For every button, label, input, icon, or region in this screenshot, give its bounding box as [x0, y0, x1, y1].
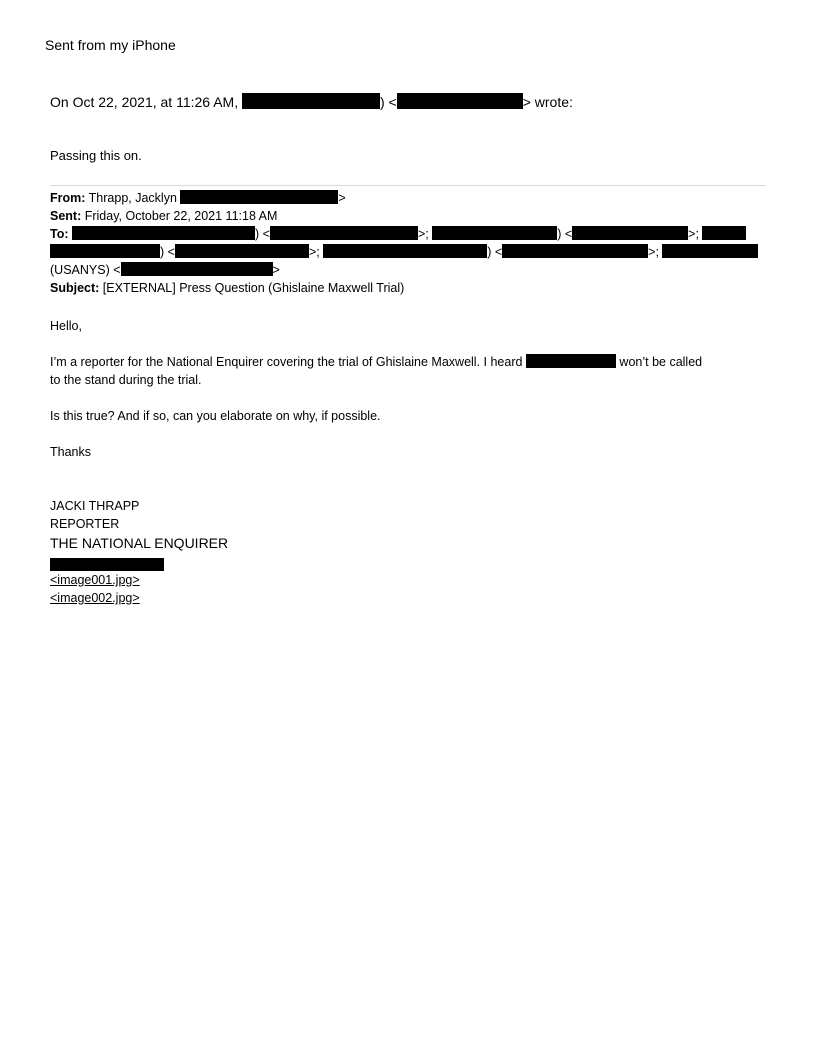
from-value: Thrapp, Jacklyn [88, 191, 177, 205]
signature-org: THE NATIONAL ENQUIRER [50, 535, 229, 551]
signature-title: REPORTER [50, 517, 120, 531]
to-usanys: (USANYS) < [50, 263, 121, 277]
from-line [50, 189, 346, 207]
redaction-to-name-3a [702, 226, 746, 240]
redaction-sender-email [397, 93, 523, 109]
redaction-to-name-5 [662, 244, 758, 258]
attachment-link-2[interactable]: <image002.jpg> [50, 591, 140, 605]
closing: Thanks [50, 445, 91, 459]
from-close: > [338, 191, 346, 205]
redaction-to-email-2 [572, 226, 688, 240]
para1-text-a: I’m a reporter for the National Enquirer covering the trial of Ghislaine Maxwell. I heard [50, 355, 523, 369]
sent-from-line: Sent from my iPhone [45, 37, 176, 53]
redaction-to-name-1 [72, 226, 255, 240]
to-sep-close-4: >; [648, 245, 659, 259]
signature-name: JACKI THRAPP [50, 499, 140, 513]
redaction-to-name-4 [323, 244, 487, 258]
to-end: > [272, 263, 280, 277]
header-divider [50, 185, 766, 186]
subject-label: Subject: [50, 281, 100, 295]
quote-mid: ) < [379, 94, 397, 110]
redaction-to-name-3b [50, 244, 160, 258]
redaction-to-email-3 [175, 244, 309, 258]
sent-label: Sent: [50, 209, 82, 223]
to-sep-close-1: >; [417, 227, 429, 241]
sent-value: Friday, October 22, 2021 11:18 AM [84, 209, 278, 223]
to-sep-open-3: ) < [160, 245, 175, 259]
redaction-signature-contact [50, 558, 164, 571]
redaction-witness-name [526, 354, 616, 368]
to-sep-close-2: >; [688, 227, 699, 241]
quote-prefix: On Oct 22, 2021, at 11:26 AM, [50, 94, 239, 110]
quote-header [50, 93, 573, 110]
subject-value: [EXTERNAL] Press Question (Ghislaine Maxwell Trial) [102, 281, 405, 295]
to-sep-open-2: ) < [557, 227, 573, 241]
redaction-to-email-1 [270, 226, 418, 240]
redaction-sender-name [242, 93, 380, 109]
to-label: To: [50, 227, 69, 241]
sent-line [50, 207, 277, 225]
greeting: Hello, [50, 319, 82, 333]
to-line-2 [50, 243, 758, 261]
redaction-to-email-4 [502, 244, 648, 258]
para1-text-b: won’t be called [619, 355, 703, 369]
to-sep-close-3: >; [308, 245, 320, 259]
to-line-3 [50, 261, 280, 279]
redaction-to-email-5 [121, 262, 273, 276]
quote-suffix: > wrote: [522, 94, 573, 110]
body-paragraph-1 [50, 353, 702, 371]
subject-line [50, 279, 404, 297]
from-label: From: [50, 191, 86, 205]
to-sep-open-1: ) < [255, 227, 270, 241]
attachment-link-1[interactable]: <image001.jpg> [50, 573, 140, 587]
forward-note: Passing this on. [50, 148, 142, 163]
to-line-1 [50, 225, 746, 243]
body-paragraph-2: Is this true? And if so, can you elaborate on why, if possible. [50, 409, 381, 423]
redaction-to-name-2 [432, 226, 557, 240]
to-sep-open-4: ) < [487, 245, 503, 259]
body-paragraph-1-cont: to the stand during the trial. [50, 373, 202, 387]
redaction-from-email [180, 190, 338, 204]
